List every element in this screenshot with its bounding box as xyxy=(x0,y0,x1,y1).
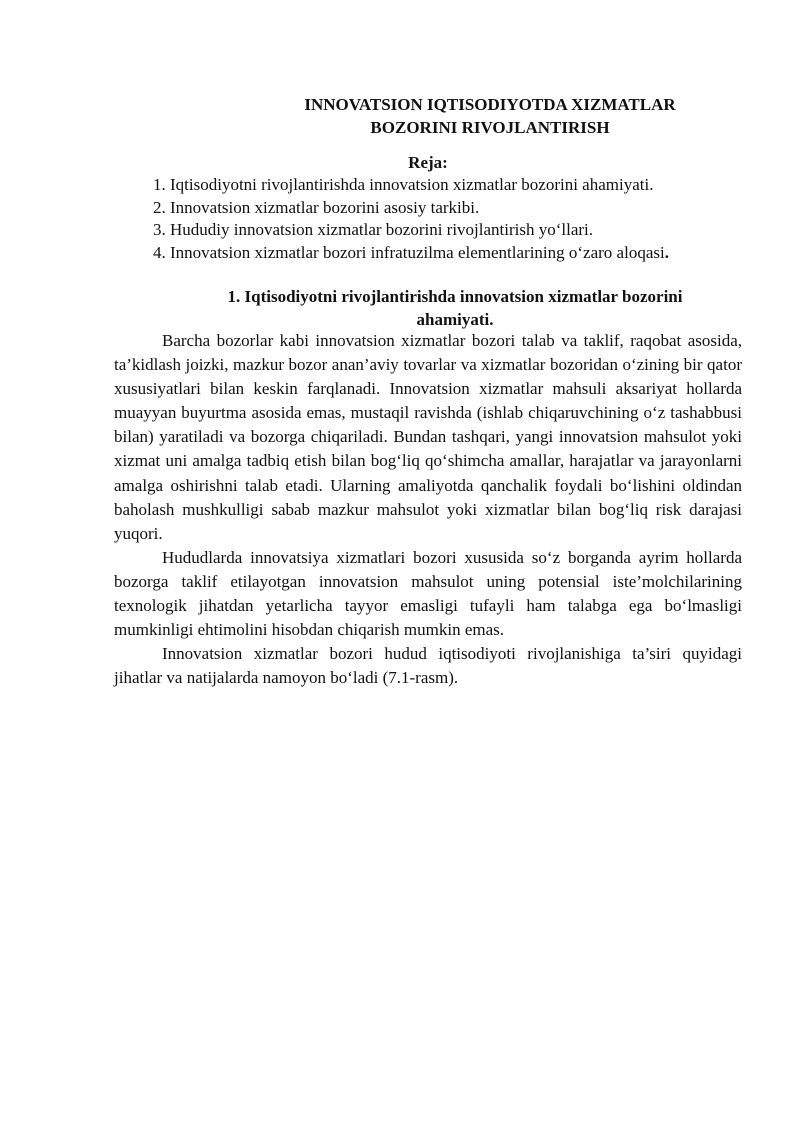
paragraph-1: Barcha bozorlar kabi innovatsion xizmatlar bozori talab va taklif, raqobat asosida, ta’kidlash joizki, mazkur bozor anan’aviy tovarlar va xizmatlar bozoridan o‘zining bir qator xususiyatlari bilan keskin farqlanadi. Innovatsion xizmatlar mahsuli aksariyat hollarda muayyan buyurtma asosida emas, mustaqil ravishda (ishlab chiqaruvchining o‘z tashabbusi bilan) yaratiladi va bozorga chiqariladi. Bundan tashqari, yangi innovatsion mahsulot yoki xizmat uni amalga tadbiq etish bilan bog‘liq qo‘shimcha amallar, harajatlar va jarayonlarni amalga oshirishni talab etadi. Ularning amaliyotda qanchalik foydali bo‘lishini oldindan baholash mushkulligi sabab mazkur mahsulot yoki xizmatlar bilan bog‘liq risk darajasi yuqori. xyxy=(114,331,742,543)
body-text xyxy=(114,329,742,690)
plan-item-4-text: 4. Innovatsion xizmatlar bozori infratuzilma elementlarining o‘zaro aloqasi xyxy=(153,242,665,262)
paragraph-3: Innovatsion xizmatlar bozori hudud iqtisodiyoti rivojlanishiga ta’siri quyidagi jihatlar va natijalarda namoyon bo‘ladi (7.1-rasm). xyxy=(114,644,742,688)
section-heading-line-1: 1. Iqtisodiyotni rivojlantirishda innovatsion xizmatlar bozorini xyxy=(227,287,683,306)
document-title-line-2: BOZORINI RIVOJLANTIRISH xyxy=(370,118,610,137)
plan-item-4-period: . xyxy=(664,242,669,262)
plan-item-3: 3. Hududiy innovatsion xizmatlar bozorini rivojlantirish yo‘llari. xyxy=(153,220,594,239)
document-title-line-1: INNOVATSION IQTISODIYOTDA XIZMATLAR xyxy=(304,95,676,114)
paragraph-2: Hududlarda innovatsiya xizmatlari bozori xususida so‘z borganda ayrim hollarda bozorga taklif etilayotgan innovatsion mahsulot uning potensial iste’molchilarining texnologik jihatdan yetarlicha tayyor emasligi tufayli ham talabga ega bo‘lmasligi mumkinligi ehtimolini hisobdan chiqarish mumkin emas. xyxy=(114,547,742,640)
plan-item-4 xyxy=(153,242,669,265)
section-heading xyxy=(170,285,740,331)
plan-item-2: 2. Innovatsion xizmatlar bozorini asosiy tarkibi. xyxy=(153,197,480,217)
document-title xyxy=(200,93,780,139)
plan-list xyxy=(153,174,669,264)
section-heading-line-2: ahamiyati. xyxy=(416,310,494,329)
plan-heading: Reja: xyxy=(408,153,448,172)
plan-item-1: 1. Iqtisodiyotni rivojlantirishda innovatsion xizmatlar bozorini ahamiyati. xyxy=(153,175,654,194)
